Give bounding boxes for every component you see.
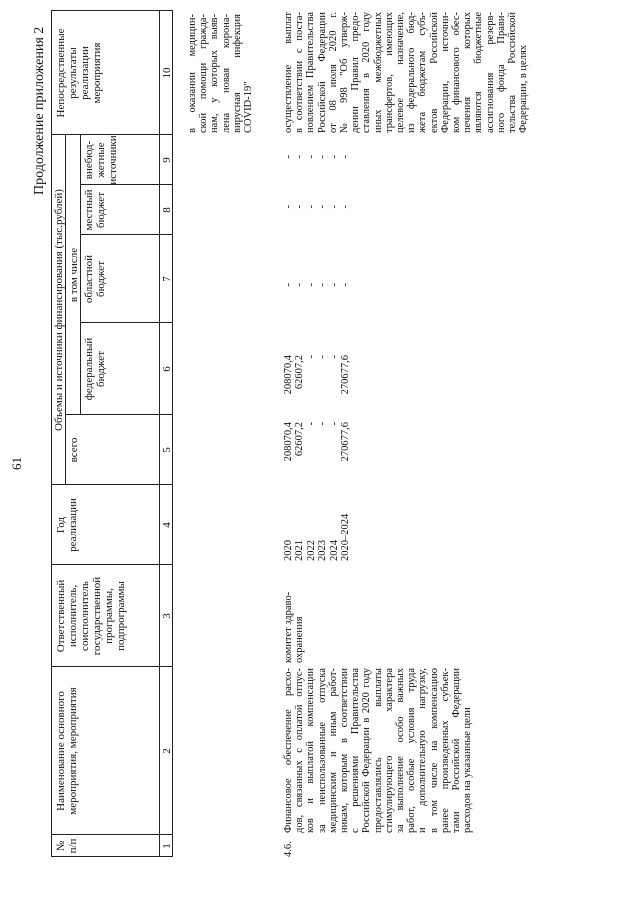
- header-line: Наименование основного: [55, 691, 67, 811]
- header-line: результаты: [67, 47, 79, 99]
- text-line: дов, связанных с оплатой отпус-: [294, 668, 306, 833]
- header-line: подпрограммы: [115, 581, 127, 651]
- header-no: [55, 835, 79, 857]
- year-value: 2021: [294, 540, 306, 561]
- column-number: 4: [161, 522, 173, 528]
- federal-value: 208070,4: [283, 355, 294, 395]
- text-line: осуществление выплат: [283, 12, 294, 133]
- measure-result: [283, 12, 529, 133]
- text-line: Российской Федерации: [316, 12, 328, 133]
- header-line: жетные: [95, 142, 107, 178]
- text-line: лена новая корона-: [220, 14, 232, 133]
- column-number: 8: [161, 207, 173, 213]
- text-line: Федерации, источни-: [439, 12, 451, 133]
- column-number: 5: [161, 447, 173, 453]
- extra-column: [283, 155, 351, 185]
- column-number: 6: [161, 366, 173, 372]
- text-line: ранее произведенных субъек-: [439, 668, 451, 833]
- header-results: [55, 11, 103, 135]
- header-line: реализации: [67, 498, 79, 552]
- text-line: в том числе на компенсацию: [428, 668, 440, 833]
- text-line: ассигнования резерв-: [484, 12, 496, 133]
- header-line: местный: [83, 189, 95, 231]
- text-line: Российской Федерации в 2020 году: [361, 668, 373, 833]
- header-bottom-line: [159, 10, 160, 857]
- text-line: тами Российской Федерации: [451, 668, 463, 833]
- grid-line: [65, 414, 172, 415]
- year-value: 2023: [317, 540, 329, 561]
- header-regional: [83, 235, 107, 323]
- text-line: предоставлялись выплаты: [372, 668, 384, 833]
- text-line: из федерального бюд-: [406, 12, 418, 133]
- rotated-page: [5, 10, 635, 895]
- text-line: ской помощи гражда-: [198, 14, 210, 133]
- header-line: федеральный: [83, 337, 95, 401]
- header-line: п/п: [67, 838, 79, 854]
- text-line: тельства Российской: [507, 12, 519, 133]
- column-number: 7: [161, 276, 173, 282]
- text-line: нам, у которых выяв-: [209, 14, 221, 133]
- text-line: Финансовое обеспечение расхо-: [283, 668, 294, 833]
- extra-value: -: [283, 155, 294, 159]
- header-including: [68, 135, 80, 415]
- year-value: 2020: [283, 540, 294, 561]
- federal-value: 270677,6: [339, 355, 351, 395]
- local-value: -: [283, 205, 294, 209]
- header-line: в том числе: [68, 247, 80, 303]
- header-local: [83, 185, 107, 235]
- header-line: государственной: [91, 576, 103, 656]
- text-line: новлением Правительства: [305, 12, 317, 133]
- text-line: медицинским и иным работ-: [327, 668, 339, 833]
- local-value: -: [294, 205, 306, 209]
- including-group-line: [80, 135, 81, 415]
- appendix-continuation-label: Продолжение приложения 2: [32, 26, 47, 195]
- text-line: расходов на указанные цели: [462, 707, 474, 833]
- header-line: бюджет: [95, 192, 107, 228]
- federal-value: -: [328, 355, 340, 359]
- column-number: 3: [161, 613, 173, 619]
- header-line: №: [55, 840, 67, 852]
- text-line: работ, особые условия труда: [406, 668, 418, 833]
- header-line: мероприятия, мероприятия: [67, 687, 79, 815]
- header-line: Ответственный: [55, 579, 67, 653]
- page-number: 61: [9, 457, 24, 470]
- year-value: 2024: [328, 540, 340, 561]
- header-name: [55, 667, 79, 835]
- text-line: ного фонда Прави-: [495, 12, 507, 133]
- total-value: 208070,4: [283, 422, 294, 462]
- extra-value: -: [305, 155, 317, 159]
- text-line: ков и выплатой компенсации: [305, 668, 317, 833]
- header-financing: [53, 135, 65, 485]
- text-line: комитет здраво-: [283, 591, 294, 663]
- text-line: жета бюджетам субъ-: [417, 12, 429, 133]
- total-column: [283, 422, 351, 485]
- header-executor: [55, 565, 127, 667]
- regional-value: -: [283, 283, 294, 287]
- column-number: 9: [161, 157, 173, 163]
- financing-group-line: [65, 135, 66, 485]
- text-line: являются бюджетные: [473, 12, 485, 133]
- text-line: за неиспользованные отпуска: [316, 668, 328, 833]
- text-line: в соответствии с поста-: [294, 12, 306, 133]
- header-line: областной: [83, 254, 95, 304]
- year-value: 2020–2024: [339, 513, 351, 561]
- regional-column: [283, 283, 351, 323]
- previous-result-text: [187, 14, 254, 133]
- header-line: мероприятия: [91, 42, 103, 104]
- local-column: [283, 205, 351, 235]
- text-line: ставления в 2020 году: [361, 12, 373, 133]
- header-line: внебюд-: [83, 140, 95, 180]
- extra-value: -: [328, 155, 340, 159]
- header-total: [68, 415, 80, 485]
- text-line: печения которых: [462, 12, 474, 133]
- header-line: соисполнитель: [79, 581, 91, 651]
- header-federal: [83, 323, 107, 415]
- text-line: трансфертов, имеющих: [383, 12, 395, 133]
- header-line: Непосредственные: [55, 28, 67, 118]
- text-line: с решениями Правительства: [350, 668, 362, 833]
- header-line: исполнитель,: [67, 584, 79, 648]
- text-line: охранения: [294, 616, 306, 663]
- regional-value: -: [305, 283, 317, 287]
- extra-value: -: [294, 155, 306, 159]
- measure-name: [283, 668, 473, 833]
- column-number: 10: [161, 67, 173, 79]
- text-line: ектов Российской: [428, 12, 440, 133]
- text-line: от 08 июля 2020 г.: [327, 12, 339, 133]
- local-value: -: [339, 205, 351, 209]
- text-line: целевое назначение,: [395, 12, 407, 133]
- header-year: [55, 485, 79, 565]
- federal-value: 62607,2: [294, 355, 306, 390]
- local-value: -: [305, 205, 317, 209]
- total-value: -: [317, 422, 329, 426]
- text-line: в оказании медицин-: [187, 14, 198, 133]
- text-line: № 998 "Об утверж-: [339, 12, 351, 133]
- text-line: стимулирующего характера: [383, 668, 395, 833]
- extra-value: -: [317, 155, 329, 159]
- text-line: COVID-19": [243, 81, 255, 133]
- years-column: [283, 503, 351, 565]
- local-value: -: [317, 205, 329, 209]
- federal-column: [283, 355, 351, 415]
- column-number: 1: [161, 843, 173, 849]
- regional-value: -: [294, 283, 306, 287]
- header-line: источники: [107, 135, 119, 185]
- regional-value: -: [339, 283, 351, 287]
- local-value: -: [328, 205, 340, 209]
- text-line: Федерации, в целях: [518, 44, 530, 133]
- text-line: иных межбюджетных: [372, 12, 384, 133]
- total-value: -: [305, 422, 317, 426]
- header-extra: [83, 135, 119, 185]
- header-line: бюджет: [95, 261, 107, 297]
- header-line: бюджет: [95, 351, 107, 387]
- federal-value: -: [305, 355, 317, 359]
- row-number: 4.6.: [283, 841, 294, 857]
- text-line: ком финансового обес-: [451, 12, 463, 133]
- regional-value: -: [328, 283, 340, 287]
- header-line: Объемы и источники финансирования (тыс.рублей): [53, 189, 65, 431]
- regional-value: -: [317, 283, 329, 287]
- text-line: и дополнительную нагрузку,: [417, 668, 429, 833]
- text-line: дении Правил предо-: [350, 12, 362, 133]
- header-line: Год: [55, 516, 67, 534]
- header-line: всего: [68, 437, 80, 463]
- executor: [283, 592, 305, 663]
- text-line: вирусная инфекция: [231, 14, 243, 133]
- text-line: никам, которым в соответствии: [339, 668, 351, 833]
- text-line: за выполнение особо важных: [395, 668, 407, 833]
- total-value: 270677,6: [339, 422, 351, 462]
- table-top-line: [51, 10, 52, 857]
- header-line: программы,: [103, 588, 115, 644]
- extra-value: -: [339, 155, 351, 159]
- header-line: реализации: [79, 46, 91, 100]
- column-number: 2: [161, 748, 173, 754]
- year-value: 2022: [305, 540, 317, 561]
- total-value: 62607,2: [294, 422, 306, 457]
- total-value: -: [328, 422, 340, 426]
- federal-value: -: [317, 355, 329, 359]
